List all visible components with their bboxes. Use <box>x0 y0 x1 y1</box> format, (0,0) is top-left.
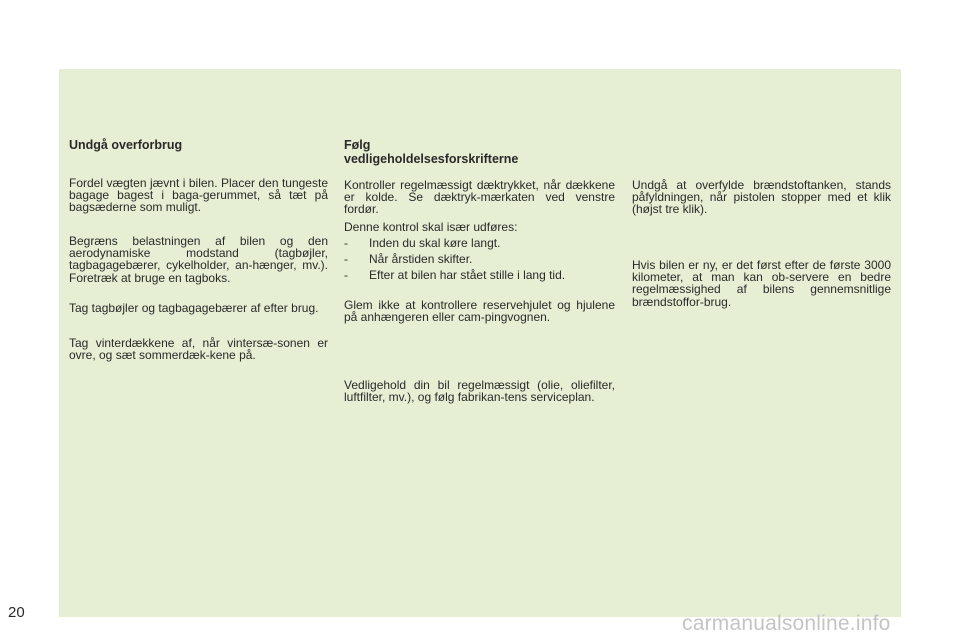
list-item-text: Inden du skal køre langt. <box>369 236 501 250</box>
list-dash: - <box>344 236 348 250</box>
watermark: carmanualsonline.info <box>682 612 891 635</box>
heading-follow-maintenance-line1: Følg <box>344 138 371 152</box>
heading-follow-maintenance-line2: vedligeholdelsesforskrifterne <box>344 152 519 166</box>
heading-avoid-overconsumption: Undgå overforbrug <box>69 138 183 152</box>
list-item <box>344 269 615 281</box>
paragraph-winter-tyres: Tag vinterdækkene af, når vintersæ-sonen er ovre, og sæt sommerdæk-kene på. <box>69 336 328 363</box>
list-item-text: Efter at bilen har stået stille i lang tid. <box>369 268 566 282</box>
paragraph-check-when: Denne kontrol skal især udføres: <box>344 220 518 234</box>
list-item <box>344 253 615 265</box>
paragraph-weight: Fordel vægten jævnt i bilen. Placer den tungeste bagage bagest i baga-gerummet, så tæt på bagsæderne som muligt. <box>69 176 328 215</box>
paragraph-service: Vedligehold din bil regelmæssigt (olie, oliefilter, luftfilter, mv.), og følg fabrikan-tens serviceplan. <box>344 378 615 405</box>
paragraph-new-car: Hvis bilen er ny, er det først efter de første 3000 kilometer, at man kan ob-servere en bedre regelmæssighed af bilens gennemsnitlige brændstoffor-brug. <box>632 258 891 309</box>
list-dash: - <box>344 268 348 282</box>
list-item <box>344 237 615 249</box>
paragraph-tyre-pressure: Kontroller regelmæssigt dæktrykket, når dækkene er kolde. Se dæktryk-mærkaten ved venstre fordør. <box>344 178 615 217</box>
page-number: 20 <box>8 604 25 621</box>
paragraph-load: Begræns belastningen af bilen og den aerodynamiske modstand (tagbøjler, tagbagagebærer, cykelholder, an-hænger, mv.). Foretræk at bruge en tagboks. <box>69 234 328 285</box>
paragraph-spare-wheel: Glem ikke at kontrollere reservehjulet og hjulene på anhængeren eller cam-pingvognen. <box>344 298 615 325</box>
list-dash: - <box>344 252 348 266</box>
paragraph-roof-bars: Tag tagbøjler og tagbagagebærer af efter brug. <box>69 301 319 315</box>
paragraph-fuel-tank: Undgå at overfylde brændstoftanken, stands påfyldningen, når pistolen stopper med et klik (højst tre klik). <box>632 178 891 217</box>
content-panel <box>59 69 901 617</box>
list-item-text: Når årstiden skifter. <box>369 252 473 266</box>
